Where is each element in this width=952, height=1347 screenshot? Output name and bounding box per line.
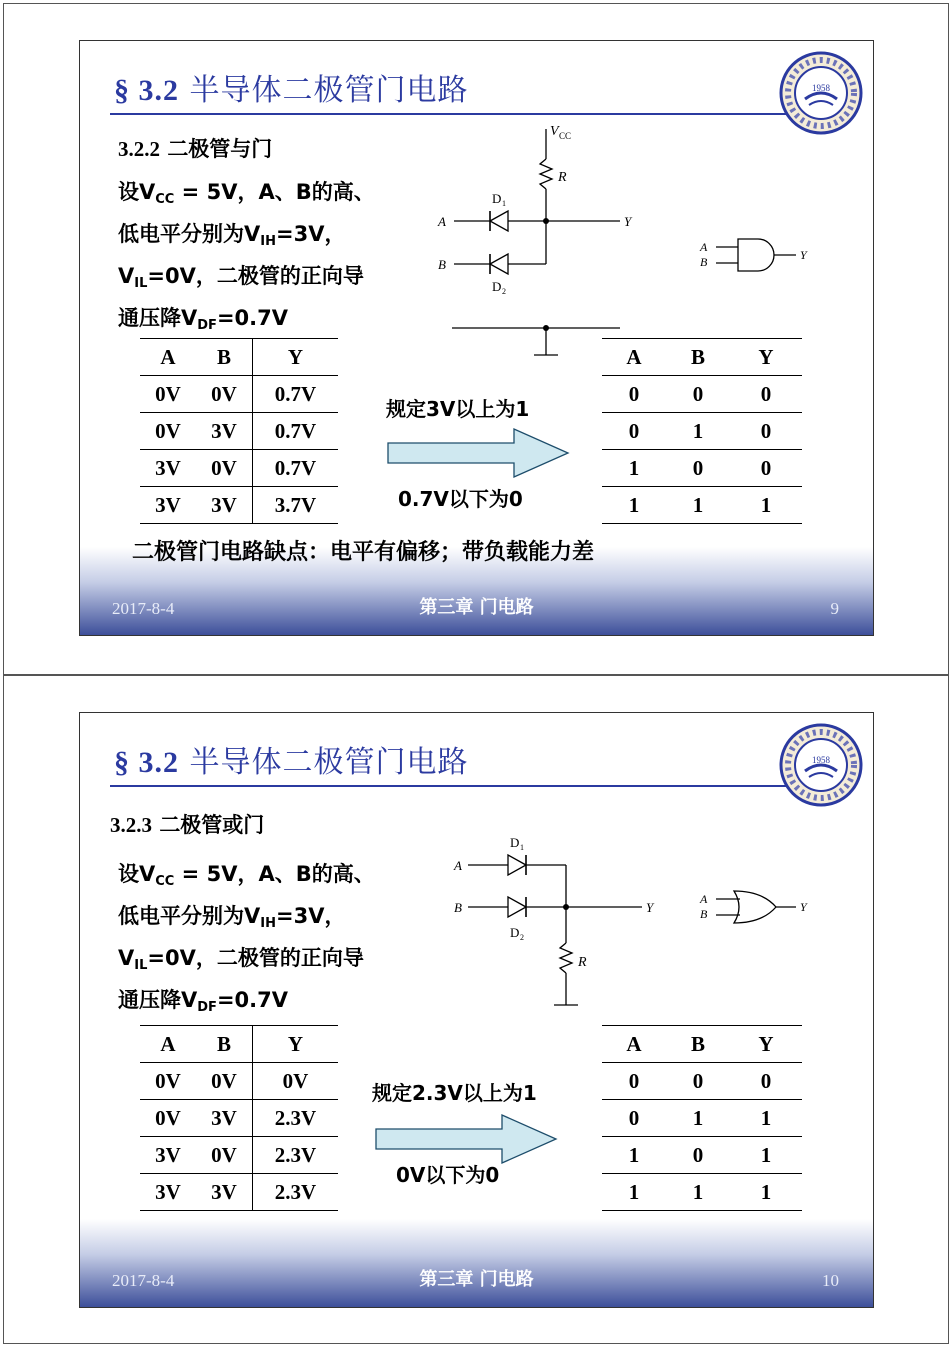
table-cell: 0V [140,376,196,413]
table-header-row [602,339,802,376]
desc-text: 通压降V [118,988,198,1012]
header-cell: A [602,1026,666,1063]
gate-y-label: Y [800,900,807,914]
rule-high: 规定2.3V以上为1 [372,1081,537,1105]
table-header-row [602,1026,802,1063]
table-row [602,1063,802,1100]
desc-text: =0.7V [216,988,288,1012]
input-a-label: A [454,858,462,873]
table-row [140,413,338,450]
desc-sub: IL [134,276,148,291]
table-cell: 0V [140,413,196,450]
table-row [140,1063,338,1100]
table-row [140,376,338,413]
university-logo [775,47,867,139]
table-cell: 1 [730,1137,802,1174]
gate-b-label: B [700,907,708,921]
table-row [140,487,338,524]
table-cell: 3V [140,1137,196,1174]
desc-text: =0V，二极管的正向导 [147,264,364,288]
table-cell: 0 [602,413,666,450]
voltage-table [140,1025,338,1211]
table-cell: 0 [666,1063,730,1100]
section-subtitle [110,809,264,839]
input-a-label: A [438,214,446,229]
table-cell: 0V [196,376,253,413]
slide-or-gate [79,712,874,1308]
table-cell: 0.7V [253,413,339,450]
table-cell: 1 [602,487,666,524]
rule-low: 0.7V以下为0 [398,487,523,511]
table-cell: 1 [602,450,666,487]
footer-band [80,1219,873,1307]
table-cell: 3V [196,1174,253,1211]
table-cell: 0 [666,450,730,487]
subtitle-num: 3.2.2 [118,137,160,161]
header-cell: B [666,1026,730,1063]
table-cell: 0 [602,1063,666,1100]
desc-text: 通压降V [118,306,198,330]
table-cell: 3V [196,487,253,524]
desc-sub: DF [197,1000,217,1015]
title-rule [110,785,800,787]
d1-sub: 1 [502,199,506,208]
footer-chapter: 第三章 门电路 [419,1269,534,1290]
table-cell: 1 [602,1174,666,1211]
table-cell: 2.3V [253,1174,339,1211]
table-cell: 0 [730,1063,802,1100]
logic-table [602,1025,802,1211]
table-cell: 1 [602,1137,666,1174]
subtitle-num: 3.2.3 [110,813,152,837]
title-section: § 3.2 [114,74,179,107]
footer-date: 2017-8-4 [112,599,175,618]
desc-sub: CC [155,192,175,207]
desc-sub: DF [197,318,217,333]
description [118,175,375,343]
desc-text: = 5V，A、B的高、 [174,862,375,886]
table-cell: 0.7V [253,450,339,487]
or-gate-symbol [692,887,832,927]
input-b-label: B [438,257,446,272]
slide-title [114,737,469,781]
table-cell: 0 [730,413,802,450]
table-row [602,1137,802,1174]
table-cell: 0.7V [253,376,339,413]
desc-text: 设V [118,180,156,204]
title-text: 半导体二极管门电路 [189,745,469,780]
and-gate-symbol [692,235,832,275]
drawback-note: 二极管门电路缺点：电平有偏移；带负载能力差 [132,540,595,565]
table-cell: 0 [602,1100,666,1137]
university-logo [775,719,867,811]
gate-a-label: A [700,240,708,254]
header-cell: Y [253,1026,339,1063]
d2-label: D [492,279,502,294]
slide-and-gate [79,40,874,636]
table-cell: 1 [730,1100,802,1137]
desc-sub: IL [134,958,148,973]
gate-a-label: A [700,892,708,906]
subtitle-text: 二极管或门 [159,813,265,837]
gate-b-label: B [700,255,708,269]
desc-text: =3V， [275,222,346,246]
desc-sub: CC [155,874,175,889]
header-cell: Y [730,339,802,376]
rule-high: 规定3V以上为1 [386,397,530,421]
d1-label: D [492,191,502,206]
desc-text: 设V [118,862,156,886]
title-rule [110,113,800,115]
d2-sub: 2 [520,933,524,942]
table-row [602,376,802,413]
desc-text: =3V， [275,904,346,928]
table-cell: 0 [730,376,802,413]
conversion-arrow [386,425,572,481]
voltage-table [140,338,338,524]
header-cell: B [666,339,730,376]
header-cell: A [140,339,196,376]
table-cell: 0 [730,450,802,487]
table-cell: 2.3V [253,1100,339,1137]
table-cell: 0V [196,1137,253,1174]
vcc-sub: CC [559,131,572,141]
table-cell: 1 [666,487,730,524]
desc-text: 低电平分别为V [118,222,261,246]
table-cell: 3.7V [253,487,339,524]
desc-text: V [118,946,135,970]
desc-text: V [118,264,135,288]
title-text: 半导体二极管门电路 [189,73,469,108]
table-row [602,413,802,450]
subtitle-text: 二极管与门 [167,137,273,161]
table-cell: 1 [666,1174,730,1211]
resistor-label: R [558,170,567,185]
and-gate-circuit [430,119,730,359]
output-y-label: Y [624,214,632,229]
table-row [140,1100,338,1137]
header-cell: Y [253,339,339,376]
table-cell: 0V [253,1063,339,1100]
table-row [140,1174,338,1211]
logo-year: 1958 [812,83,830,93]
desc-text: =0.7V [216,306,288,330]
table-cell: 3V [196,1100,253,1137]
table-cell: 1 [730,1174,802,1211]
logo-year: 1958 [812,755,830,765]
title-section: § 3.2 [114,746,179,779]
output-y-label: Y [646,900,654,915]
section-subtitle [118,133,272,163]
vcc-label: V [550,124,559,139]
header-cell: Y [730,1026,802,1063]
table-cell: 3V [140,487,196,524]
table-row [602,1100,802,1137]
description [118,857,375,1025]
table-header-row [140,339,338,376]
table-row [602,450,802,487]
table-cell: 0 [666,376,730,413]
d2-label: D [510,925,520,940]
table-cell: 0V [140,1100,196,1137]
footer-page-number: 9 [830,599,839,618]
table-row [602,1174,802,1211]
table-cell: 1 [666,1100,730,1137]
table-cell: 0V [196,1063,253,1100]
table-cell: 0V [140,1063,196,1100]
table-cell: 3V [140,450,196,487]
desc-text: =0V，二极管的正向导 [147,946,364,970]
table-cell: 1 [730,487,802,524]
slide-title [114,65,469,109]
table-cell: 1 [666,413,730,450]
desc-text: = 5V，A、B的高、 [174,180,375,204]
desc-text: 低电平分别为V [118,904,261,928]
table-cell: 3V [140,1174,196,1211]
header-cell: B [196,339,253,376]
desc-sub: IH [260,916,276,931]
table-cell: 0 [666,1137,730,1174]
d1-sub: 1 [520,843,524,852]
table-cell: 3V [196,413,253,450]
input-b-label: B [454,900,462,915]
table-cell: 0V [196,450,253,487]
gate-y-label: Y [800,248,807,262]
table-row [140,450,338,487]
footer-page-number: 10 [822,1271,839,1290]
table-header-row [140,1026,338,1063]
header-cell: A [140,1026,196,1063]
table-cell: 0 [602,376,666,413]
table-cell: 2.3V [253,1137,339,1174]
header-cell: B [196,1026,253,1063]
d2-sub: 2 [502,287,506,296]
d1-label: D [510,835,520,850]
rule-low: 0V以下为0 [396,1163,500,1187]
desc-sub: IH [260,234,276,249]
footer-chapter: 第三章 门电路 [419,597,534,618]
header-cell: A [602,339,666,376]
logic-table [602,338,802,524]
table-row [140,1137,338,1174]
table-row [602,487,802,524]
footer-date: 2017-8-4 [112,1271,175,1290]
resistor-label: R [578,955,587,970]
